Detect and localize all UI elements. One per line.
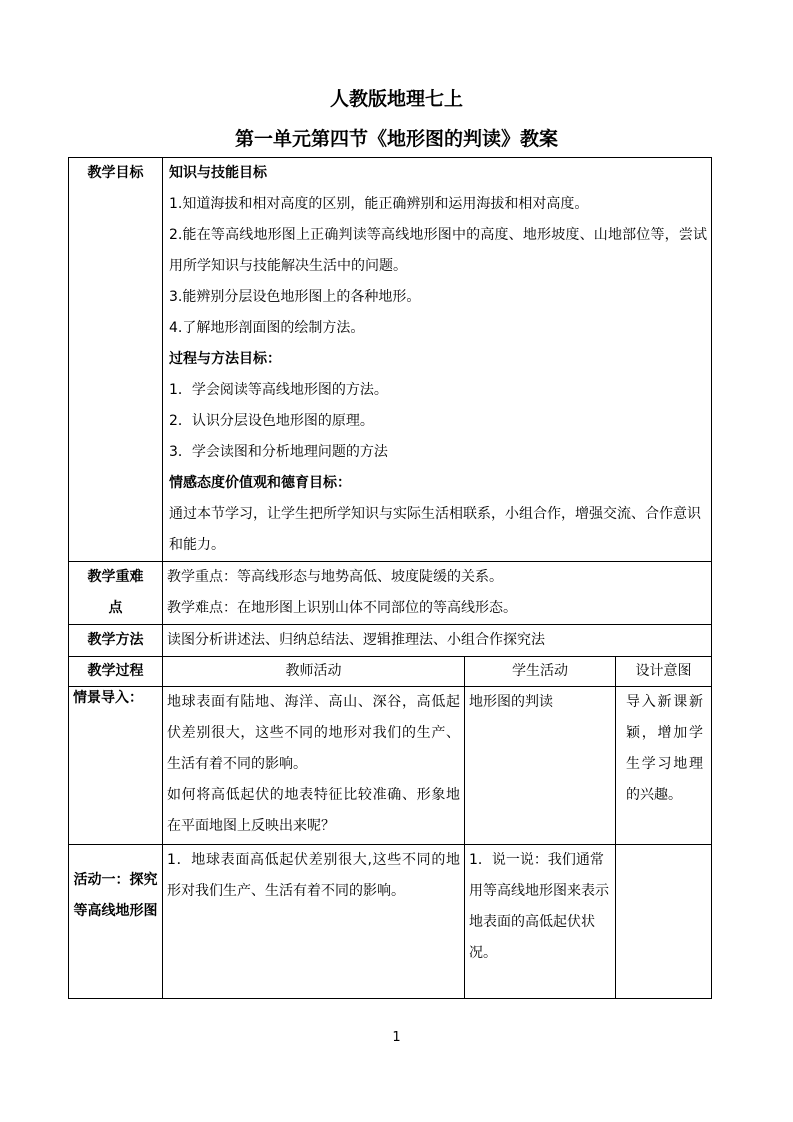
student-activity: 地形图的判读 (465, 687, 616, 845)
keypoints-content (163, 562, 712, 625)
methods-text: 读图分析讲述法、归纳总结法、逻辑推理法、小组合作探究法 (163, 625, 712, 657)
methods-row (69, 625, 712, 657)
methods-label: 教学方法 (69, 625, 163, 657)
knowledge-item: 1.知道海拔和相对高度的区别，能正确辨别和运用海拔和相对高度。 (169, 196, 589, 212)
teacher-paragraph: 地球表面有陆地、海洋、高山、深谷，高低起伏差别很大，这些不同的地形对我们的生产、生活有着不同的影响。 (167, 694, 460, 772)
objectives-row (69, 158, 712, 562)
process-row (69, 845, 712, 999)
document-subtitle: 第一单元第四节《地形图的判读》教案 (234, 128, 558, 150)
keypoints-label: 教学重难点 (69, 562, 163, 625)
document-title: 人教版地理七上 (329, 88, 463, 110)
design-intent (616, 845, 712, 999)
objectives-content (163, 158, 712, 562)
key-point: 教学重点：等高线形态与地势高低、坡度陡缓的关系。 (167, 569, 503, 585)
process-heading: 过程与方法目标： (169, 351, 281, 367)
difficult-point: 教学难点：在地形图上识别山体不同部位的等高线形态。 (167, 600, 517, 616)
teacher-paragraph: 1．地球表面高低起伏差别很大,这些不同的地形对我们生产、生活有着不同的影响。 (167, 852, 460, 899)
emotion-text: 通过本节学习，让学生把所学知识与实际生活相联系，小组合作，增强交流、合作意识和能力。 (169, 506, 701, 553)
keypoints-row (69, 562, 712, 625)
process-row (69, 687, 712, 845)
objectives-label: 教学目标 (69, 158, 163, 562)
process-item: 2．认识分层设色地形图的原理。 (169, 413, 374, 429)
emotion-heading: 情感态度价值观和德育目标： (169, 475, 351, 491)
process-item: 1．学会阅读等高线地形图的方法。 (169, 382, 388, 398)
design-intent-header: 设计意图 (616, 657, 712, 687)
process-row-label: 情景导入： (69, 687, 163, 845)
process-item: 3．学会读图和分析地理问题的方法 (169, 444, 388, 460)
teacher-activity (163, 687, 465, 845)
lesson-plan-table (68, 157, 712, 999)
teacher-activity (163, 845, 465, 999)
knowledge-heading: 知识与技能目标 (169, 165, 267, 181)
student-activity: 1．说一说：我们通常用等高线地形图来表示地表面的高低起伏状况。 (465, 845, 616, 999)
process-label: 教学过程 (69, 657, 163, 687)
student-activity-header: 学生活动 (465, 657, 616, 687)
teacher-activity-header: 教师活动 (163, 657, 465, 687)
knowledge-item: 2.能在等高线地形图上正确判读等高线地形图中的高度、地形坡度、山地部位等，尝试用所学知识与技能解决生活中的问题。 (169, 227, 708, 274)
process-row-label: 活动一：探究等高线地形图 (69, 845, 163, 999)
page-number: 1 (392, 1030, 401, 1045)
knowledge-item: 3.能辨别分层设色地形图上的各种地形。 (169, 289, 421, 305)
teacher-paragraph: 如何将高低起伏的地表特征比较准确、形象地在平面地图上反映出来呢？ (167, 787, 460, 834)
knowledge-item: 4.了解地形剖面图的绘制方法。 (169, 320, 365, 336)
design-intent: 导入新课新颖，增加学生学习地理的兴趣。 (616, 687, 712, 845)
process-header-row (69, 657, 712, 687)
